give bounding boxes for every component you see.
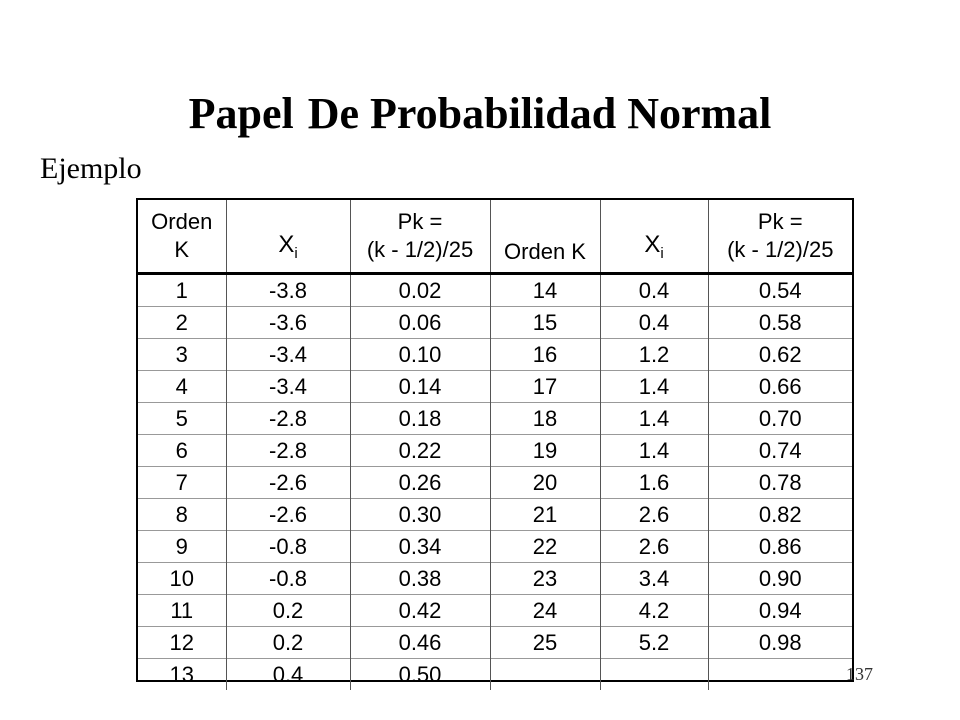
cell-orden-k-2: 23 [490, 563, 600, 595]
cell-orden-k-2: 17 [490, 371, 600, 403]
cell-orden-k: 7 [138, 467, 226, 499]
cell-pk-2: 0.86 [708, 531, 852, 563]
header-orden-line2: K [174, 237, 190, 262]
cell-orden-k: 12 [138, 627, 226, 659]
cell-xi: -0.8 [226, 563, 350, 595]
table-row [138, 595, 852, 627]
table-row [138, 499, 852, 531]
table-row [138, 307, 852, 339]
table-row [138, 659, 852, 691]
cell-xi: -0.8 [226, 531, 350, 563]
cell-xi-2: 1.2 [600, 339, 708, 371]
slide-title-part2: De Probabilidad Normal [307, 89, 772, 138]
cell-orden-k: 6 [138, 435, 226, 467]
cell-pk-2: 0.82 [708, 499, 852, 531]
cell-xi-2: 1.4 [600, 403, 708, 435]
table-row [138, 339, 852, 371]
header-xi-2-symbol: X [644, 231, 661, 259]
cell-orden-k: 8 [138, 499, 226, 531]
cell-pk: 0.42 [350, 595, 490, 627]
cell-pk-2: 0.66 [708, 371, 852, 403]
cell-pk: 0.06 [350, 307, 490, 339]
cell-pk: 0.14 [350, 371, 490, 403]
cell-orden-k: 10 [138, 563, 226, 595]
header-pk [350, 200, 490, 274]
cell-orden-k-2: 18 [490, 403, 600, 435]
cell-xi: -3.8 [226, 274, 350, 307]
cell-orden-k-2: 14 [490, 274, 600, 307]
cell-orden-k: 9 [138, 531, 226, 563]
cell-xi-2: 2.6 [600, 531, 708, 563]
cell-orden-k: 13 [138, 659, 226, 691]
header-orden-k-2-label: Orden K [504, 239, 586, 264]
cell-xi-2: 1.4 [600, 371, 708, 403]
cell-xi: -2.6 [226, 467, 350, 499]
cell-orden-k-2: 15 [490, 307, 600, 339]
cell-pk: 0.34 [350, 531, 490, 563]
cell-pk: 0.38 [350, 563, 490, 595]
cell-xi-2: 1.6 [600, 467, 708, 499]
header-pk-line1: Pk = [397, 209, 443, 234]
cell-pk: 0.10 [350, 339, 490, 371]
cell-orden-k: 4 [138, 371, 226, 403]
cell-orden-k-2: 16 [490, 339, 600, 371]
cell-pk: 0.02 [350, 274, 490, 307]
cell-orden-k: 11 [138, 595, 226, 627]
cell-orden-k: 3 [138, 339, 226, 371]
header-xi-2-subscript: i [660, 245, 664, 262]
cell-orden-k-2: 19 [490, 435, 600, 467]
cell-xi: -3.6 [226, 307, 350, 339]
table-row [138, 627, 852, 659]
header-pk-2-line1: Pk = [757, 209, 803, 234]
table-row [138, 371, 852, 403]
cell-orden-k: 5 [138, 403, 226, 435]
table-row [138, 563, 852, 595]
cell-orden-k-2: 24 [490, 595, 600, 627]
header-row [138, 200, 852, 274]
cell-orden-k-2: 22 [490, 531, 600, 563]
cell-pk-2: 0.74 [708, 435, 852, 467]
header-xi-symbol: X [278, 231, 295, 259]
cell-xi: -3.4 [226, 371, 350, 403]
cell-pk-2: 0.58 [708, 307, 852, 339]
cell-pk-2: 0.62 [708, 339, 852, 371]
cell-pk: 0.18 [350, 403, 490, 435]
cell-xi: -3.4 [226, 339, 350, 371]
cell-pk-2: 0.98 [708, 627, 852, 659]
header-xi [226, 200, 350, 274]
cell-pk-2: 0.70 [708, 403, 852, 435]
cell-pk-2: 0.90 [708, 563, 852, 595]
table-body [138, 274, 852, 691]
header-pk-2 [708, 200, 852, 274]
table-row [138, 435, 852, 467]
cell-orden-k: 2 [138, 307, 226, 339]
cell-xi-2: 5.2 [600, 627, 708, 659]
cell-pk-2 [708, 659, 852, 691]
page-number: 137 [846, 664, 873, 684]
header-pk-line2: (k - 1/2)/25 [366, 237, 474, 262]
cell-xi-2: 4.2 [600, 595, 708, 627]
cell-orden-k-2 [490, 659, 600, 691]
cell-xi: 0.4 [226, 659, 350, 691]
cell-pk: 0.50 [350, 659, 490, 691]
table-row [138, 531, 852, 563]
slide-title-part1: Papel [188, 89, 294, 138]
cell-pk: 0.26 [350, 467, 490, 499]
table-row [138, 274, 852, 307]
probability-table [138, 200, 852, 690]
probability-table-container [136, 198, 854, 687]
cell-pk-2: 0.94 [708, 595, 852, 627]
cell-orden-k: 1 [138, 274, 226, 307]
table-row [138, 467, 852, 499]
cell-orden-k-2: 25 [490, 627, 600, 659]
cell-xi-2: 0.4 [600, 274, 708, 307]
cell-xi-2: 3.4 [600, 563, 708, 595]
header-pk-2-line2: (k - 1/2)/25 [727, 237, 834, 262]
cell-xi-2: 2.6 [600, 499, 708, 531]
cell-xi: -2.8 [226, 403, 350, 435]
slide-title [0, 88, 960, 139]
cell-xi-2: 1.4 [600, 435, 708, 467]
cell-xi: -2.8 [226, 435, 350, 467]
header-orden-line1: Orden [151, 209, 213, 234]
cell-xi-2: 0.4 [600, 307, 708, 339]
table-row [138, 403, 852, 435]
cell-orden-k-2: 21 [490, 499, 600, 531]
cell-pk-2: 0.78 [708, 467, 852, 499]
cell-xi: 0.2 [226, 627, 350, 659]
header-xi-subscript: i [294, 245, 298, 262]
cell-pk: 0.30 [350, 499, 490, 531]
header-orden-k-2 [490, 200, 600, 274]
cell-xi-2 [600, 659, 708, 691]
cell-pk: 0.46 [350, 627, 490, 659]
cell-orden-k-2: 20 [490, 467, 600, 499]
cell-xi: -2.6 [226, 499, 350, 531]
cell-pk: 0.22 [350, 435, 490, 467]
cell-pk-2: 0.54 [708, 274, 852, 307]
header-xi-2 [600, 200, 708, 274]
cell-xi: 0.2 [226, 595, 350, 627]
slide-subtitle: Ejemplo [40, 152, 142, 185]
header-orden-k [138, 200, 226, 274]
